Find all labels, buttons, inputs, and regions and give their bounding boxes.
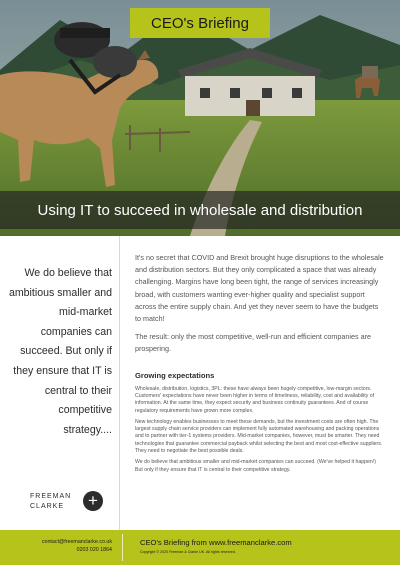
logo-line-1: FREEMAN bbox=[30, 493, 72, 500]
footer-copyright: Copyright © 2020 Freeman & Clarke UK. All rights reserved. bbox=[140, 550, 236, 554]
article-body bbox=[135, 252, 385, 474]
contact-email[interactable]: contact@freemanclarke.co.uk bbox=[41, 539, 112, 545]
pull-quote: We do believe that ambitious smaller and mid-market companies can succeed. But only if they ensure that IT is central to their competitive strategy.... bbox=[8, 267, 112, 436]
contact-info bbox=[18, 538, 112, 554]
footer bbox=[0, 530, 400, 565]
lead-paragraph-1: It's no secret that COVID and Brexit brought huge disruptions to the wholesale and distribution sectors. But they only complicated a space that was already challenging. Margins have long been tight, the range of services increasingly broad, with customers wanting ever-higher quality and specialist support across the entire supply chain. And yet they never seem to have the budgets to match! bbox=[135, 253, 384, 324]
title-band bbox=[0, 191, 400, 229]
logo-wordmark bbox=[30, 492, 71, 512]
sidebar bbox=[0, 236, 120, 530]
body-paragraph-3: We do believe that ambitious smaller and mid-market companies can succeed. (We've helped it happen!) But only if they ensure that IT is central to their competitive strategy. bbox=[135, 459, 376, 473]
freeman-clarke-logo bbox=[22, 488, 104, 516]
body-paragraph-1: Wholesale, distribution, logistics, 3PL: these have always been hugely competitive, low-margin sectors. Customers' expectations have never been higher in terms of timeliness, reliability, cost and availability of information. At the same time, they expect security and business continuity guarantees. And of course regulatory requirements have grown more complex. bbox=[135, 385, 375, 414]
body-paragraph-2: New technology enables businesses to meet these demands, but the investment costs are often high. The largest supply chain service providers can implement fully automated warehousing and packing operations and to partner with tier-1 systems providers. Mid-market companies, however, must be smarter. They need technologies that guarantee commercial payback whilst selecting the best and most cost-effective suppliers. They need to negotiate the best possible deals. bbox=[135, 418, 383, 454]
logo-line-2: CLARKE bbox=[30, 503, 65, 510]
contact-phone: 0203 020 1864 bbox=[76, 547, 112, 553]
footer-tagline: CEO's Briefing from www.freemanclarke.com bbox=[140, 538, 292, 547]
section-heading: Growing expectations bbox=[135, 370, 215, 380]
briefing-badge bbox=[130, 8, 270, 38]
hero-image bbox=[0, 0, 400, 236]
page-title: Using IT to succeed in wholesale and distribution bbox=[37, 201, 363, 219]
plus-icon: + bbox=[83, 491, 103, 511]
badge-label: CEO's Briefing bbox=[151, 14, 249, 32]
footer-divider bbox=[122, 534, 123, 561]
lead-paragraph-2: The result: only the most competitive, well-run and efficient companies are prospering. bbox=[135, 332, 371, 354]
